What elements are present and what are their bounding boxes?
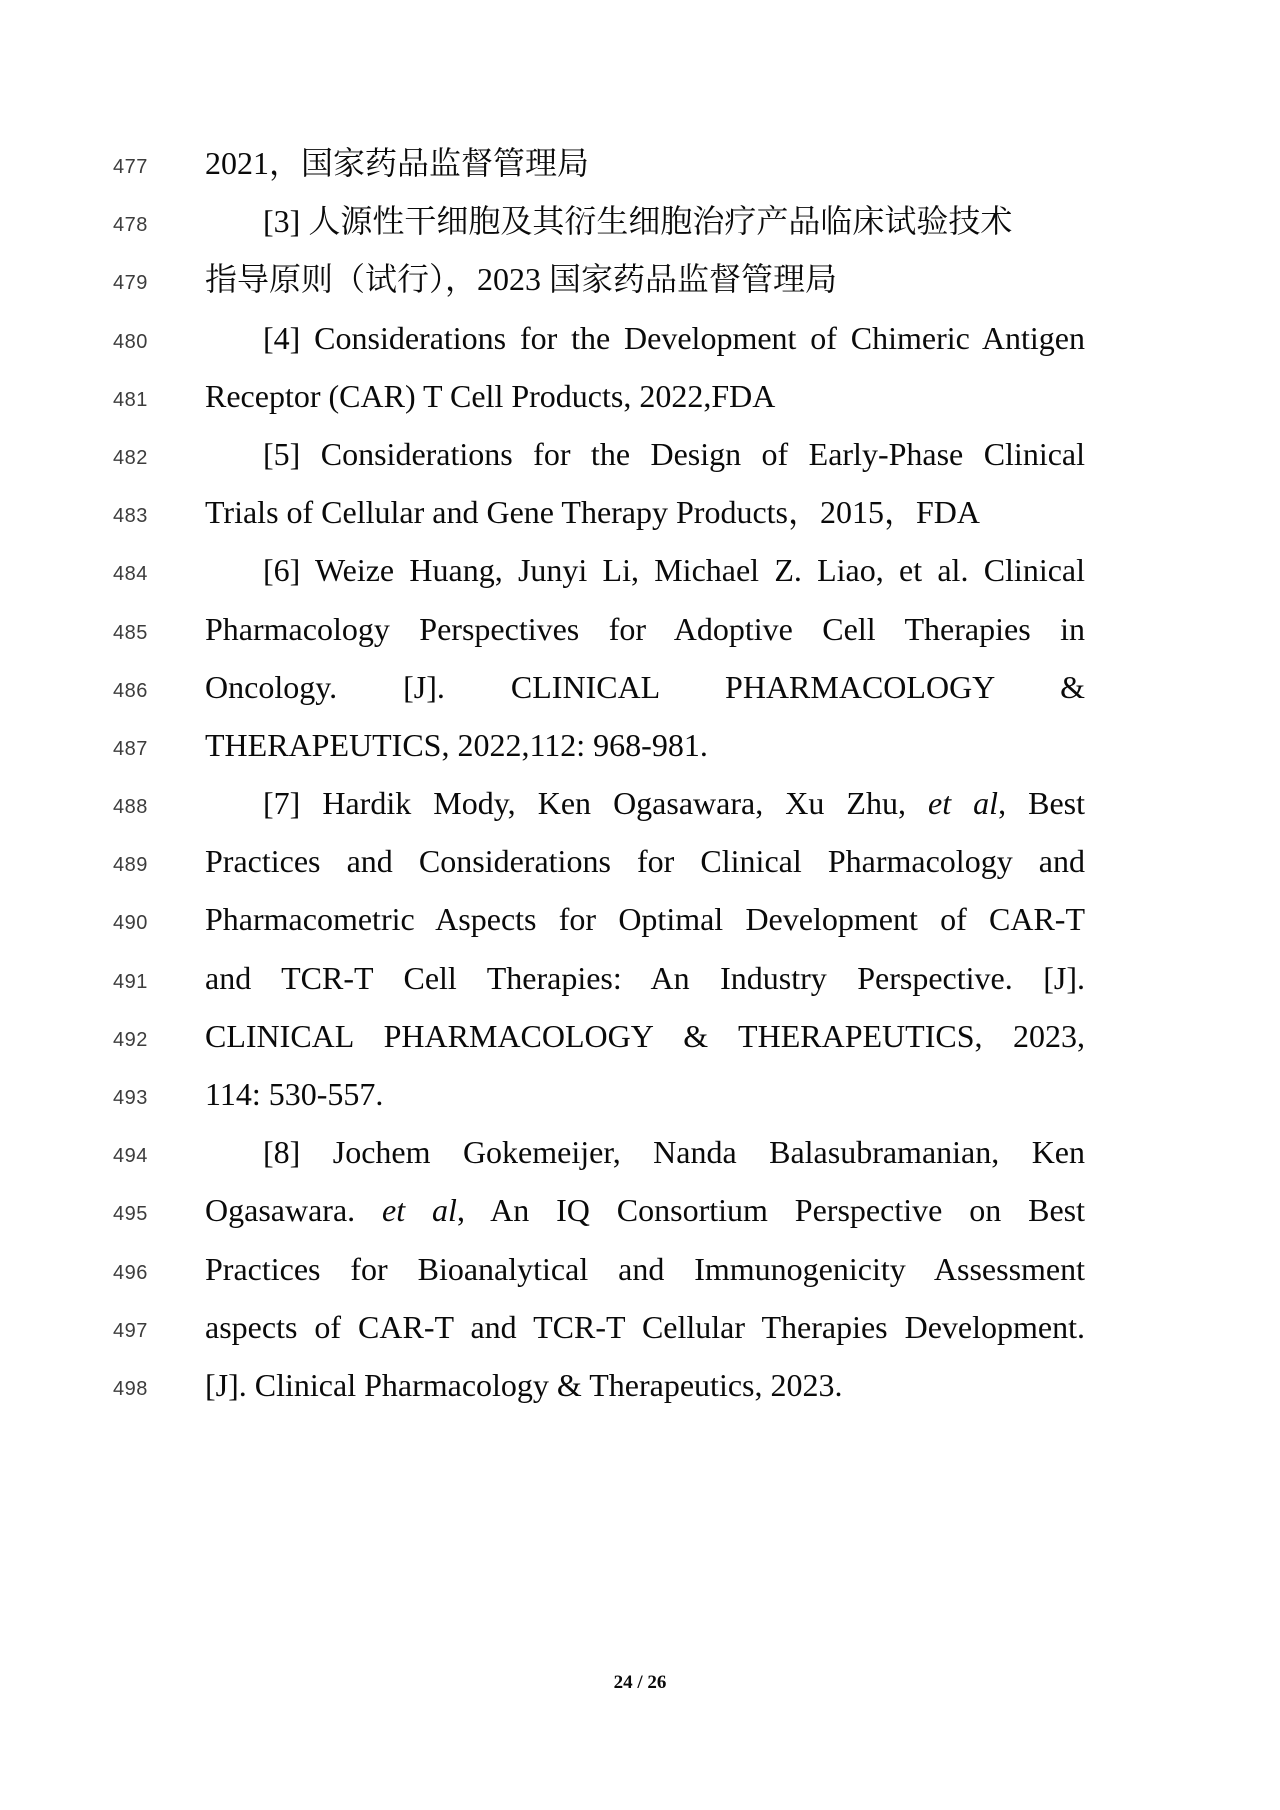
document-line bbox=[0, 890, 1280, 948]
reference-line-text bbox=[205, 1181, 1085, 1239]
document-line bbox=[0, 250, 1280, 308]
line-number: 497 bbox=[113, 1319, 148, 1342]
document-line bbox=[0, 600, 1280, 658]
reference-line-text bbox=[205, 774, 1085, 832]
reference-line-text: Receptor (CAR) T Cell Products, 2022,FDA bbox=[205, 377, 776, 414]
reference-line-text: [6] Weize Huang, Junyi Li, Michael Z. Liao, et al. Clinical bbox=[263, 552, 1085, 589]
line-number: 489 bbox=[113, 854, 148, 877]
reference-line-text: THERAPEUTICS, 2022,112: 968-981. bbox=[205, 726, 708, 763]
line-number: 493 bbox=[113, 1087, 148, 1109]
reference-line-text: 2021，国家药品监督管理局 bbox=[205, 145, 590, 181]
line-number: 488 bbox=[113, 796, 148, 819]
document-line bbox=[0, 1298, 1280, 1356]
reference-text-segment: , An IQ Consortium Perspective on Best bbox=[456, 1192, 1085, 1229]
reference-line-text: [4] Considerations for the Development of Chimeric Antigen bbox=[263, 319, 1085, 356]
reference-line-text: Practices for Bioanalytical and Immunogenicity Assessment bbox=[205, 1250, 1085, 1287]
line-number: 485 bbox=[113, 621, 148, 644]
document-line bbox=[0, 425, 1280, 483]
reference-line-text: Pharmacology Perspectives for Adoptive Cell Therapies in bbox=[205, 610, 1085, 647]
reference-text-italic: et al bbox=[928, 785, 999, 822]
document-line bbox=[0, 1181, 1280, 1239]
document-line bbox=[0, 367, 1280, 425]
reference-line-text: 114: 530-557. bbox=[205, 1076, 384, 1112]
line-number: 482 bbox=[113, 446, 148, 469]
document-line bbox=[0, 832, 1280, 890]
line-number: 481 bbox=[113, 388, 148, 411]
reference-line-text: [3] 人源性干细胞及其衍生细胞治疗产品临床试验技术 bbox=[263, 203, 1013, 240]
reference-line-text: [8] Jochem Gokemeijer, Nanda Balasubramanian, Ken bbox=[263, 1134, 1085, 1171]
line-number: 498 bbox=[113, 1377, 148, 1400]
document-line bbox=[0, 1065, 1280, 1123]
reference-line-text: [J]. Clinical Pharmacology & Therapeutics, 2023. bbox=[205, 1366, 843, 1403]
page-number: 24 / 26 bbox=[613, 1672, 667, 1693]
line-number: 477 bbox=[113, 156, 148, 178]
line-number: 496 bbox=[113, 1261, 148, 1284]
document-line bbox=[0, 309, 1280, 367]
line-number: 490 bbox=[113, 912, 148, 935]
reference-line-text: Pharmacometric Aspects for Optimal Development of CAR-T bbox=[205, 901, 1085, 938]
document-line bbox=[0, 716, 1280, 774]
reference-text-segment: Ogasawara. bbox=[205, 1192, 383, 1229]
line-number: 492 bbox=[113, 1028, 148, 1051]
reference-text-italic: et al bbox=[382, 1192, 457, 1229]
reference-line-text: Oncology. [J]. CLINICAL PHARMACOLOGY & bbox=[205, 668, 1085, 705]
document-line bbox=[0, 1123, 1280, 1181]
document-line bbox=[0, 541, 1280, 599]
line-number: 479 bbox=[113, 272, 148, 295]
document-line bbox=[0, 483, 1280, 541]
line-number: 484 bbox=[113, 563, 148, 586]
line-number: 495 bbox=[113, 1203, 148, 1226]
reference-line-text: Practices and Considerations for Clinical Pharmacology and bbox=[205, 843, 1085, 880]
reference-line-text: and TCR-T Cell Therapies: An Industry Perspective. [J]. bbox=[205, 959, 1085, 996]
reference-line-text: CLINICAL PHARMACOLOGY & THERAPEUTICS, 2023, bbox=[205, 1017, 1085, 1054]
reference-line-text: 指导原则（试行），2023 国家药品监督管理局 bbox=[205, 261, 838, 298]
document-line bbox=[0, 1356, 1280, 1414]
reference-text-segment: [7] Hardik Mody, Ken Ogasawara, Xu Zhu, bbox=[263, 785, 929, 822]
reference-line-text: [5] Considerations for the Design of Early-Phase Clinical bbox=[263, 435, 1085, 472]
reference-text-segment: , Best bbox=[998, 785, 1086, 822]
line-number: 491 bbox=[113, 970, 148, 993]
document-line bbox=[0, 658, 1280, 716]
reference-line-text: Trials of Cellular and Gene Therapy Products，2015，FDA bbox=[205, 494, 981, 531]
line-number: 494 bbox=[113, 1145, 148, 1168]
document-line bbox=[0, 949, 1280, 1007]
document-line bbox=[0, 774, 1280, 832]
document-line bbox=[0, 1007, 1280, 1065]
document-line bbox=[0, 192, 1280, 250]
line-number: 487 bbox=[113, 737, 148, 760]
line-number: 483 bbox=[113, 505, 148, 528]
document-line bbox=[0, 1240, 1280, 1298]
reference-list bbox=[0, 134, 1280, 1414]
document-line bbox=[0, 134, 1280, 192]
line-number: 480 bbox=[113, 330, 148, 353]
line-number: 478 bbox=[113, 214, 148, 237]
reference-line-text: aspects of CAR-T and TCR-T Cellular Therapies Development. bbox=[205, 1308, 1085, 1345]
line-number: 486 bbox=[113, 679, 148, 702]
